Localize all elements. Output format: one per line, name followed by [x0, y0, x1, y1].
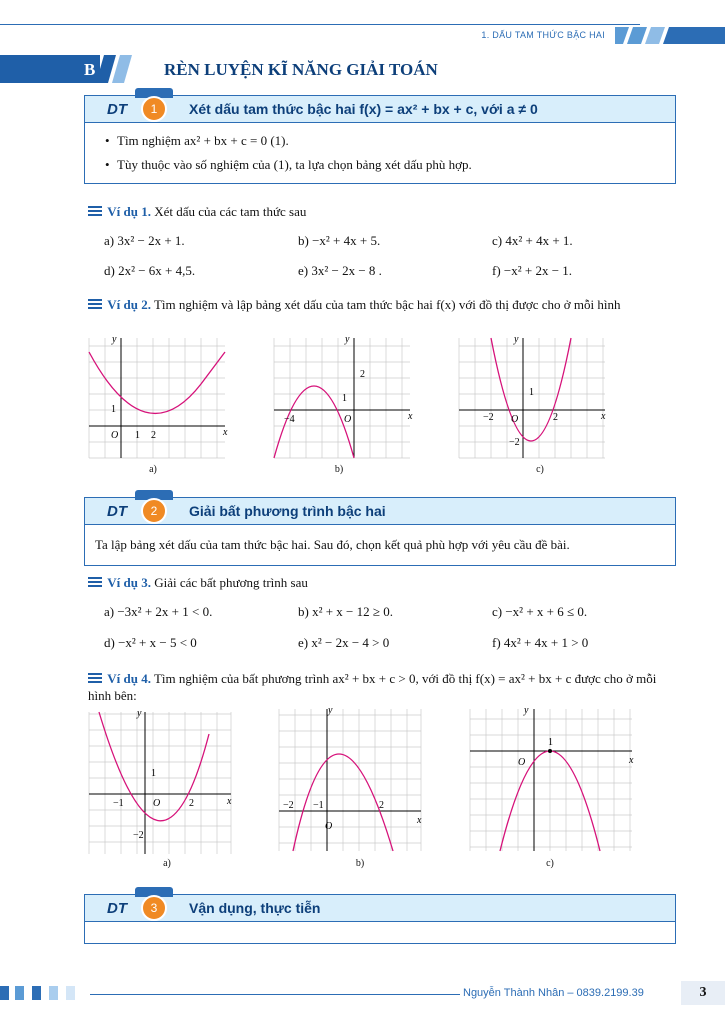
graph-caption: b)	[334, 464, 344, 475]
tick-label: 2	[379, 800, 384, 811]
tick-label: −2	[483, 412, 494, 423]
footer-author: Nguyễn Thành Nhân – 0839.2199.39	[463, 987, 644, 999]
dt2-header	[85, 498, 675, 525]
section-letter: B	[84, 60, 96, 79]
header-stripes	[615, 27, 725, 44]
dt2-label: DT	[107, 503, 127, 520]
tick-label: 1	[151, 768, 156, 779]
vd3-heading	[88, 575, 308, 591]
x-axis-label: x	[601, 411, 606, 422]
tick-label: −4	[284, 414, 295, 425]
vd2-text: Tìm nghiệm và lập bảng xét dấu của tam thức bậc hai f(x) với đồ thị được cho ở mỗi hình	[153, 297, 621, 312]
tick-label: 1	[135, 430, 140, 441]
tick-label: 2	[189, 798, 194, 809]
vd2-label: Ví dụ 2.	[107, 297, 151, 312]
list-icon	[88, 299, 102, 309]
vd3-item: b) x² + x − 12 ≥ 0.	[298, 604, 394, 619]
graph-2a	[85, 334, 230, 464]
vd1-item: d) 2x² − 6x + 4,5.	[104, 263, 196, 278]
vd1-heading	[88, 204, 306, 220]
footer-square	[49, 986, 58, 1000]
graph-4b	[275, 705, 425, 855]
vd1-item: e) 3x² − 2x − 8 .	[298, 263, 382, 278]
graph-4c	[466, 705, 636, 855]
footer-square	[66, 986, 75, 1000]
y-axis-label: y	[137, 708, 142, 719]
vd1-text: Xét dấu của các tam thức sau	[154, 204, 307, 219]
dt3-number: 3	[141, 895, 167, 921]
tick-label: 1	[548, 737, 553, 748]
vd1-item: b) −x² + 4x + 5.	[298, 233, 381, 248]
vd3-item: d) −x² + x − 5 < 0	[104, 635, 197, 650]
vd3-item: c) −x² + x + 6 ≤ 0.	[492, 604, 588, 619]
y-axis-label: y	[514, 334, 519, 345]
dt1-title: Xét dấu tam thức bậc hai f(x) = ax² + bx + c, với a ≠ 0	[189, 101, 538, 117]
vd3-item: a) −3x² + 2x + 1 < 0.	[104, 604, 213, 619]
origin-label: O	[111, 430, 119, 441]
vd4-text: Tìm nghiệm của bất phương trình ax² + bx + c > 0, với đồ thị f(x) = ax² + bx + c được cho ở mỗi hình bên:	[88, 671, 657, 703]
dt3-title: Vận dụng, thực tiễn	[189, 900, 321, 916]
x-axis-label: x	[629, 755, 634, 766]
dt3-label: DT	[107, 900, 127, 917]
tick-label: −2	[133, 830, 144, 841]
dt2-body: Ta lập bảng xét dấu của tam thức bậc hai. Sau đó, chọn kết quả phù hợp với yêu cầu đề bài.	[95, 537, 570, 552]
tick-label: −2	[509, 437, 520, 448]
graph-caption: a)	[163, 858, 171, 869]
dt1-body	[85, 123, 675, 183]
tick-label: 1	[529, 387, 534, 398]
vd3-text: Giải các bất phương trình sau	[154, 575, 308, 590]
footer-rule	[90, 994, 460, 995]
y-axis-label: y	[524, 705, 529, 716]
vd3-item: f) 4x² + 4x + 1 > 0	[492, 635, 589, 650]
tick-label: 2	[151, 430, 156, 441]
tick-label: −2	[283, 800, 294, 811]
dt3-header	[85, 895, 675, 922]
page-number: 3	[681, 981, 725, 1005]
section-banner	[0, 55, 140, 83]
vd3-items	[104, 604, 684, 654]
chapter-title: 1. DẤU TAM THỨC BẬC HAI	[481, 30, 605, 40]
origin-label: O	[325, 821, 333, 832]
dt2-number: 2	[141, 498, 167, 524]
tick-label: −1	[313, 800, 324, 811]
dt1-label: DT	[107, 101, 127, 118]
y-axis-label: y	[112, 334, 117, 345]
vd1-item: c) 4x² + 4x + 1.	[492, 233, 573, 248]
vd3-label: Ví dụ 3.	[107, 575, 151, 590]
graph-4a	[85, 708, 235, 858]
dt3-box	[84, 894, 676, 944]
vd2-heading	[88, 297, 674, 313]
origin-label: O	[518, 757, 526, 768]
list-icon	[88, 206, 102, 216]
graph-2b	[270, 334, 415, 464]
dt1-box	[84, 95, 676, 184]
dt1-bullet: • Tùy thuộc vào số nghiệm của (1), ta lựa chọn bảng xét dấu phù hợp.	[97, 153, 663, 177]
tick-label: −1	[113, 798, 124, 809]
footer-square	[32, 986, 41, 1000]
vd4-heading	[88, 670, 674, 704]
origin-label: O	[344, 414, 352, 425]
tick-label: 1	[111, 404, 116, 415]
graph-caption: c)	[536, 464, 544, 475]
y-axis-label: y	[345, 334, 350, 345]
x-axis-label: x	[417, 815, 422, 826]
section-title: RÈN LUYỆN KĨ NĂNG GIẢI TOÁN	[164, 60, 438, 79]
tick-label: 2	[360, 369, 365, 380]
vd1-items	[104, 233, 684, 283]
header-rule	[0, 24, 640, 25]
footer-square	[0, 986, 9, 1000]
list-icon	[88, 673, 102, 683]
dt1-bullet: • Tìm nghiệm ax² + bx + c = 0 (1).	[97, 129, 663, 153]
dt1-number: 1	[141, 96, 167, 122]
x-axis-label: x	[227, 796, 232, 807]
dt1-header	[85, 96, 675, 123]
origin-label: O	[153, 798, 161, 809]
tick-label: 2	[553, 412, 558, 423]
vd4-label: Ví dụ 4.	[107, 671, 151, 686]
dt2-title: Giải bất phương trình bậc hai	[189, 503, 386, 519]
list-icon	[88, 577, 102, 587]
vd1-label: Ví dụ 1.	[107, 204, 151, 219]
dt2-box	[84, 497, 676, 566]
x-axis-label: x	[408, 411, 413, 422]
footer-square	[15, 986, 24, 1000]
graph-caption: a)	[149, 464, 157, 475]
vd1-item: f) −x² + 2x − 1.	[492, 263, 573, 278]
graph-2c	[455, 334, 610, 464]
graph-caption: b)	[355, 858, 365, 869]
graph-caption: c)	[546, 858, 554, 869]
origin-label: O	[511, 414, 519, 425]
y-axis-label: y	[328, 705, 333, 716]
vd1-item: a) 3x² − 2x + 1.	[104, 233, 185, 248]
tick-label: 1	[342, 393, 347, 404]
x-axis-label: x	[223, 427, 228, 438]
vd3-item: e) x² − 2x − 4 > 0	[298, 635, 390, 650]
